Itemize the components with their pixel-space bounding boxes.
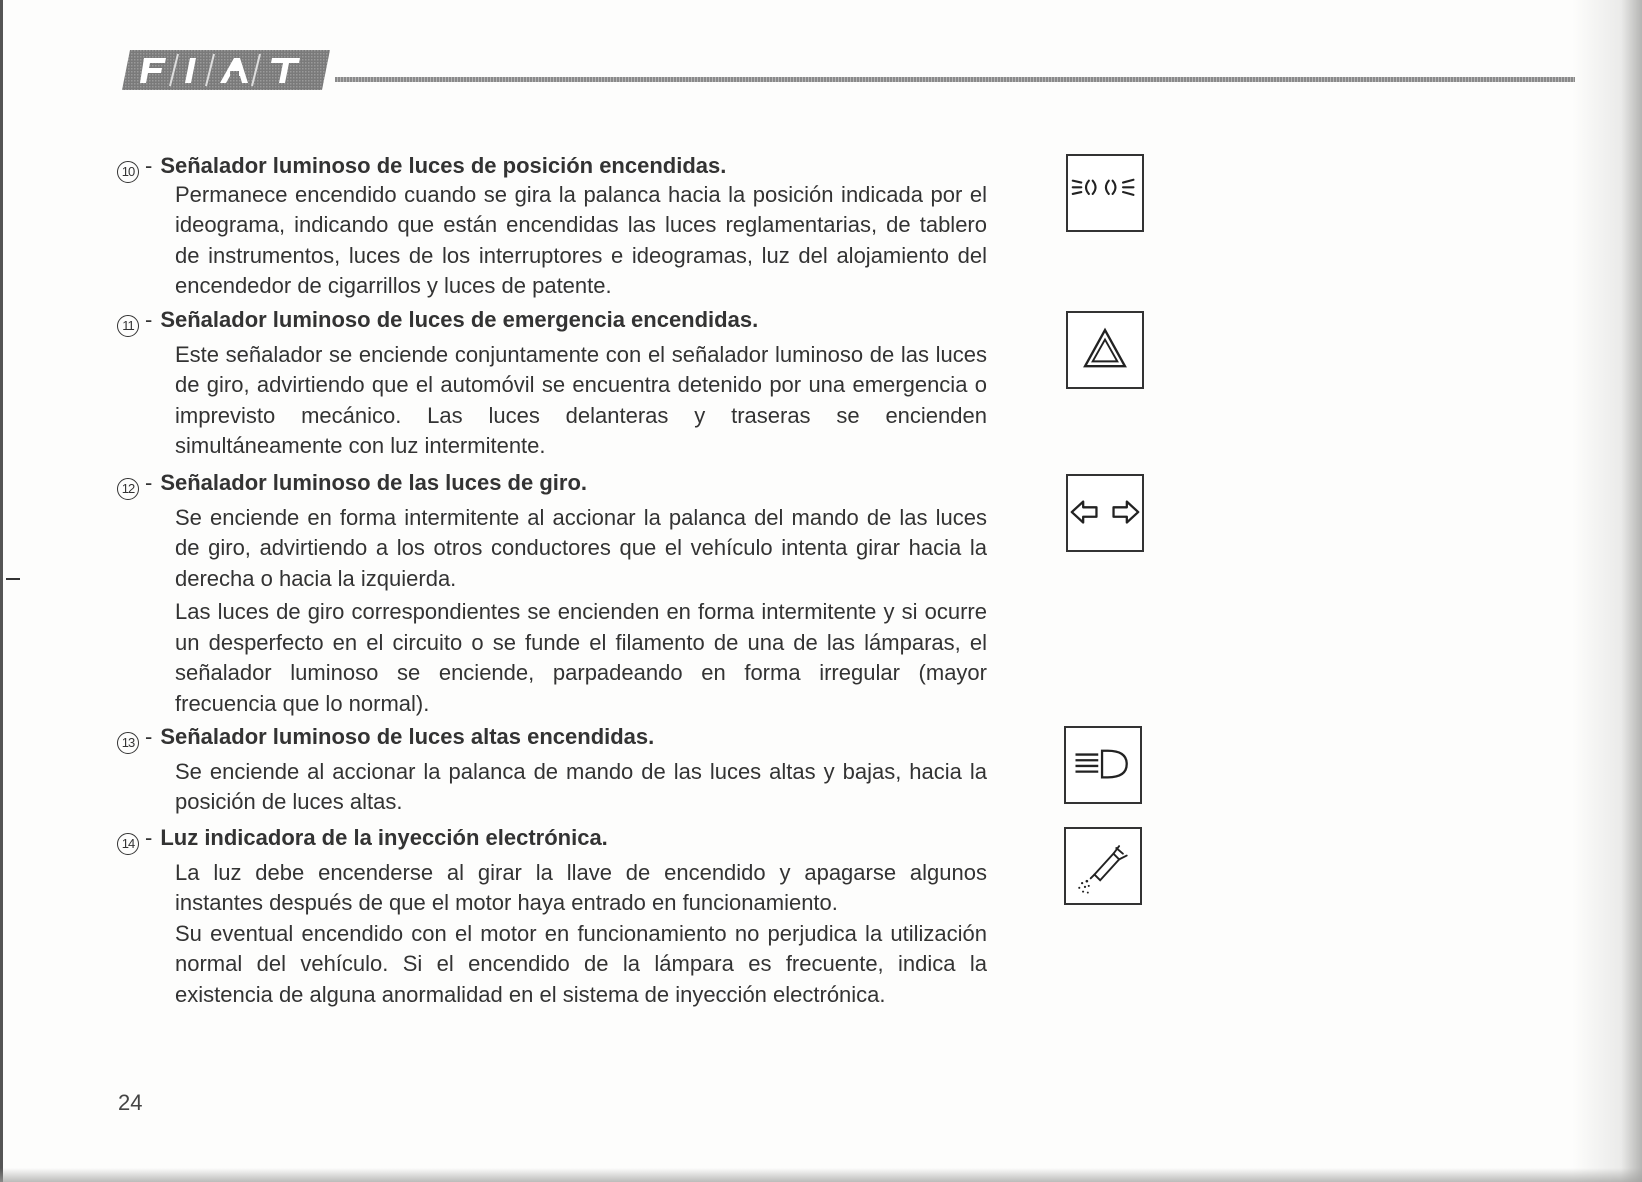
indicator-item-11 [117, 307, 997, 462]
position-lights-icon [1066, 154, 1144, 232]
item-paragraph: Su eventual encendido con el motor en funcionamiento no perjudica la utilización normal del vehículo. Si el encendido de la lámpara es frecuente, indica la existencia de alguna anormalidad en el sistema de inyección electrónica. [175, 920, 987, 1007]
item-number: 10 [117, 161, 139, 183]
item-number: 12 [117, 478, 139, 500]
indicator-item-10 [117, 153, 997, 302]
fiat-logo [122, 50, 330, 90]
bottom-shadow [0, 1168, 1642, 1182]
header-rule [335, 77, 1575, 82]
item-paragraph: Este señalador se enciende conjuntamente con el señalador luminoso de las luces de giro, advirtiendo que el automóvil se encuentra detenido por una emergencia o imprevisto mecánico. Las luces delanteras y traseras se encienden simultáneamente con luz intermitente. [175, 341, 987, 458]
item-heading [117, 307, 997, 334]
item-heading [117, 153, 997, 180]
separator-dash: - [145, 470, 153, 495]
hazard-triangle-icon [1066, 311, 1144, 389]
item-heading [117, 724, 997, 751]
item-title: Señalador luminoso de luces de posición encendidas. [160, 153, 727, 178]
item-title: Luz indicadora de la inyección electrónica. [160, 825, 608, 850]
margin-tick [6, 578, 20, 580]
indicator-item-12 [117, 470, 997, 719]
item-paragraph: La luz debe encenderse al girar la llave de encendido y apagarse algunos instantes después de que el motor haya entrado en funcionamiento. [175, 859, 987, 915]
item-paragraph: Permanece encendido cuando se gira la palanca hacia la posición indicada por el ideograma, indicando que están encendidas las luces reglamentarias, de tablero de instrumentos, luces de los interruptores e ideogramas, luz del alojamiento del encendedor de cigarrillos y luces de patente. [175, 181, 987, 298]
item-title: Señalador luminoso de las luces de giro. [160, 470, 587, 495]
separator-dash: - [145, 153, 153, 178]
item-paragraph: Se enciende en forma intermitente al accionar la palanca del mando de las luces de giro, advirtiendo a los otros conductores que el vehículo intenta girar hacia la derecha o hacia la izquierda. [175, 504, 987, 591]
separator-dash: - [145, 825, 153, 850]
item-paragraph: Se enciende al accionar la palanca de mando de las luces altas y bajas, hacia la posición de luces altas. [175, 758, 987, 814]
item-title: Señalador luminoso de luces de emergencia encendidas. [160, 307, 759, 332]
item-heading [117, 825, 997, 852]
item-paragraph: Las luces de giro correspondientes se encienden en forma intermitente y si ocurre un desperfecto en el circuito o se funde el filamento de una de las lámparas, el señalador luminoso se enciende, parpadeando en forma irregular (mayor frecuencia que lo normal). [175, 599, 987, 716]
turn-signal-arrows-icon [1066, 474, 1144, 552]
item-number: 13 [117, 732, 139, 754]
high-beam-icon [1064, 726, 1142, 804]
separator-dash: - [145, 724, 153, 749]
binding-shadow [1572, 0, 1642, 1182]
item-title: Señalador luminoso de luces altas encendidas. [160, 724, 655, 749]
page-number: 24 [118, 1090, 143, 1115]
item-heading [117, 470, 997, 497]
indicator-item-14 [117, 825, 997, 1010]
item-number: 11 [117, 315, 139, 337]
page-edge-line [0, 0, 3, 1182]
separator-dash: - [145, 307, 153, 332]
item-number: 14 [117, 833, 139, 855]
fuel-injector-icon [1064, 827, 1142, 905]
indicator-item-13 [117, 724, 997, 818]
